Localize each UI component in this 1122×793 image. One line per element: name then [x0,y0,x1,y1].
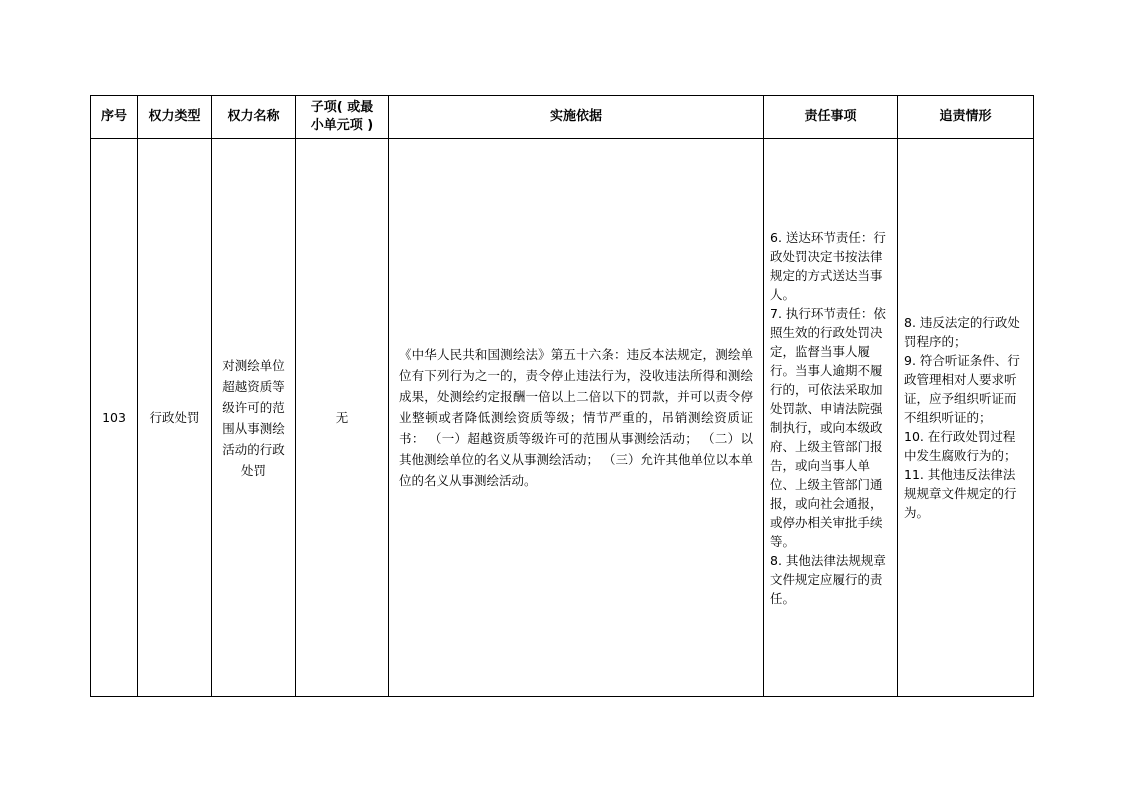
cell-accountability [898,139,1034,697]
table-row [91,139,1034,697]
power-list-table [90,95,1034,697]
cell-sub-item: 无 [296,139,389,697]
table-header-row [91,96,1034,139]
header-seq: 序号 [91,96,138,139]
cell-responsibility [764,139,898,697]
header-sub-item-label: 子项( 或最小单元项 ) [310,100,374,133]
header-sub-item [296,96,389,139]
cell-power-type: 行政处罚 [138,139,212,697]
header-power-name: 权力名称 [212,96,296,139]
power-name-text: 对测绘单位超越资质等级许可的范围从事测绘活动的行政处罚 [222,357,285,478]
responsibility-text: 6. 送达环节责任：行政处罚决定书按法律规定的方式送达当事人。 7. 执行环节责任：依照生效的行政处罚决定，监督当事人履行。当事人逾期不履行的，可依法采取加处罚款、申请法院强制执行，或向本级政府、上级主管部门报告，或向当事人单位、上级主管部门通报，或向社会通报，或停办相关审批手续等。 8. 其他法律法规规章文件规定应履行的责任。 [770,229,886,606]
header-accountability: 追责情形 [898,96,1034,139]
cell-seq: 103 [91,139,138,697]
accountability-text: 8. 违反法定的行政处罚程序的； 9. 符合听证条件、行政管理相对人要求听证，应予组织听证而不组织听证的； 10. 在行政处罚过程中发生腐败行为的； 11. 其他违反法律法规规章文件规定的行为。 [904,315,1020,520]
basis-text: 《中华人民共和国测绘法》第五十六条：违反本法规定，测绘单位有下列行为之一的，责令停止违法行为，没收违法所得和测绘成果，处测绘约定报酬一倍以上二倍以下的罚款，并可以责令停业整顿或者降低测绘资质等级；情节严重的，吊销测绘资质证书： （一）超越资质等级许可的范围从事测绘活动； （二）以其他测绘单位的名义从事测绘活动； （三）允许其他单位以本单位的名义从事测绘活动。 [399,347,753,488]
cell-power-name [212,139,296,697]
header-power-type: 权力类型 [138,96,212,139]
header-responsibility: 责任事项 [764,96,898,139]
header-basis: 实施依据 [389,96,764,139]
cell-basis [389,139,764,697]
